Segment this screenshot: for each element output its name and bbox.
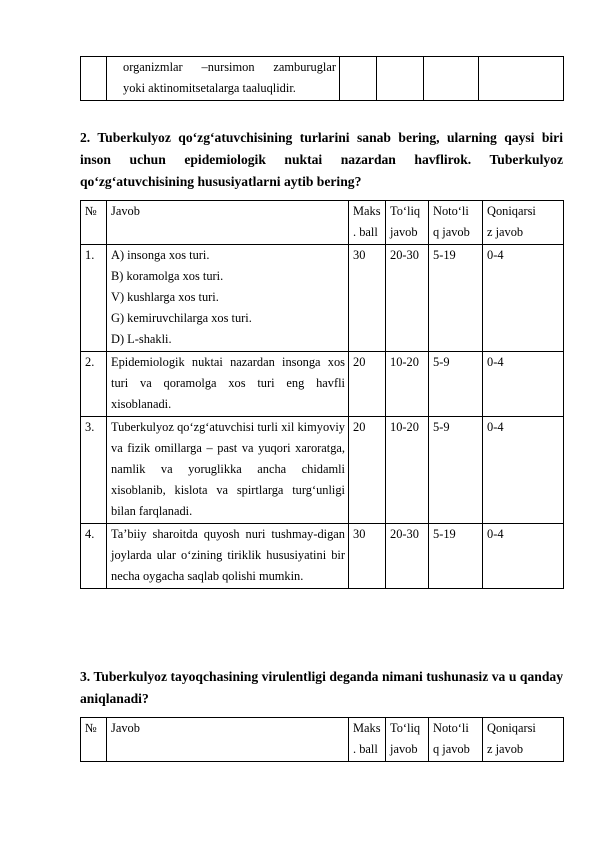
header-incomplete <box>429 201 483 245</box>
answer-table-3 <box>80 717 564 762</box>
header-unsat <box>483 718 564 762</box>
table-row <box>81 352 564 417</box>
answer-line: G) kemiruvchilarga xos turi. <box>111 311 252 325</box>
num-cell <box>81 57 107 101</box>
header-unsat <box>483 201 564 245</box>
answer-line: V) kushlarga xos turi. <box>111 290 219 304</box>
incomplete-cell <box>424 57 479 101</box>
num-cell: 4. <box>81 524 107 589</box>
header-correct <box>386 718 429 762</box>
unsat-cell: 0-4 <box>483 245 564 352</box>
unsat-cell: 0-4 <box>483 352 564 417</box>
max-cell: 20 <box>349 417 386 524</box>
num-cell: 2. <box>81 352 107 417</box>
max-cell <box>340 57 377 101</box>
answer-cell <box>107 245 349 352</box>
header-unsat-line2: z javob <box>487 742 524 756</box>
header-correct-line1: To‘liq <box>390 204 421 218</box>
question-2-text: 2. Tuberkulyoz qo‘zg‘atuvchisining turlarini sanab bering, ularning qaysi biri inson uchun epidemiologik nuktai nazardan havflirok. Tuberkulyoz qo‘zg‘atuvchisining hususiyatlarni aytib bering? <box>80 130 563 189</box>
unsat-cell <box>479 57 564 101</box>
header-correct-line1: To‘liq <box>390 721 421 735</box>
header-max-line2: . ball <box>353 225 378 239</box>
max-cell: 30 <box>349 524 386 589</box>
question-3-text: 3. Tuberkulyoz tayoqchasining virulentligi deganda nimani tushunasiz va u qanday aniqlanadi? <box>80 669 563 706</box>
correct-cell: 20-30 <box>386 245 429 352</box>
header-max-line1: Maks <box>353 721 381 735</box>
max-cell: 20 <box>349 352 386 417</box>
answer-cell: Epidemiologik nuktai nazardan insonga xos turi va qoramolga xos turi eng havfli xisoblanadi. <box>107 352 349 417</box>
answer-line: A) insonga xos turi. <box>111 248 210 262</box>
answer-line: yoki aktinomitsetalarga taaluqlidir. <box>123 81 296 95</box>
num-cell: 1. <box>81 245 107 352</box>
header-answer: Javob <box>107 718 349 762</box>
answer-cell: Tuberkulyoz qo‘zg‘atuvchisi turli xil kimyoviy va fizik omillarga – past va yuqori xaroratga, namlik va yoruglikka ancha chidamli xisoblanib, kislota va spirtlarga turg‘unligi bilan farqlanadi. <box>107 417 349 524</box>
incomplete-cell: 5-19 <box>429 524 483 589</box>
header-correct-line2: javob <box>390 225 418 239</box>
max-cell: 30 <box>349 245 386 352</box>
header-num: № <box>81 201 107 245</box>
header-max-line1: Maks <box>353 204 381 218</box>
header-answer: Javob <box>107 201 349 245</box>
answer-line: B) koramolga xos turi. <box>111 269 224 283</box>
header-incomplete-line1: Noto‘li <box>433 721 469 735</box>
correct-cell: 10-20 <box>386 417 429 524</box>
header-max <box>349 201 386 245</box>
unsat-cell: 0-4 <box>483 417 564 524</box>
incomplete-cell: 5-19 <box>429 245 483 352</box>
unsat-cell: 0-4 <box>483 524 564 589</box>
answer-line: D) L-shakli. <box>111 332 172 346</box>
header-incomplete-line1: Noto‘li <box>433 204 469 218</box>
header-unsat-line1: Qoniqarsi <box>487 204 536 218</box>
header-correct-line2: javob <box>390 742 418 756</box>
table-row <box>81 57 564 101</box>
header-correct <box>386 201 429 245</box>
header-incomplete-line2: q javob <box>433 225 470 239</box>
header-unsat-line1: Qoniqarsi <box>487 721 536 735</box>
header-incomplete-line2: q javob <box>433 742 470 756</box>
header-num: № <box>81 718 107 762</box>
continuation-table <box>80 56 564 101</box>
table-row <box>81 524 564 589</box>
answer-cell: Ta’biiy sharoitda quyosh nuri tushmay-digan joylarda ular o‘zining tiriklik hususiyatini bir necha oygacha saqlab qolishi mumkin. <box>107 524 349 589</box>
answer-table-2 <box>80 200 564 589</box>
correct-cell <box>377 57 424 101</box>
correct-cell: 20-30 <box>386 524 429 589</box>
answer-cell <box>107 57 340 101</box>
answer-line: organizmlar –nursimon zamburuglar <box>123 60 336 74</box>
incomplete-cell: 5-9 <box>429 352 483 417</box>
num-cell: 3. <box>81 417 107 524</box>
header-unsat-line2: z javob <box>487 225 524 239</box>
table-row <box>81 417 564 524</box>
correct-cell: 10-20 <box>386 352 429 417</box>
header-max <box>349 718 386 762</box>
table-row <box>81 245 564 352</box>
table-header-row <box>81 718 564 762</box>
header-incomplete <box>429 718 483 762</box>
table-header-row <box>81 201 564 245</box>
incomplete-cell: 5-9 <box>429 417 483 524</box>
header-max-line2: . ball <box>353 742 378 756</box>
